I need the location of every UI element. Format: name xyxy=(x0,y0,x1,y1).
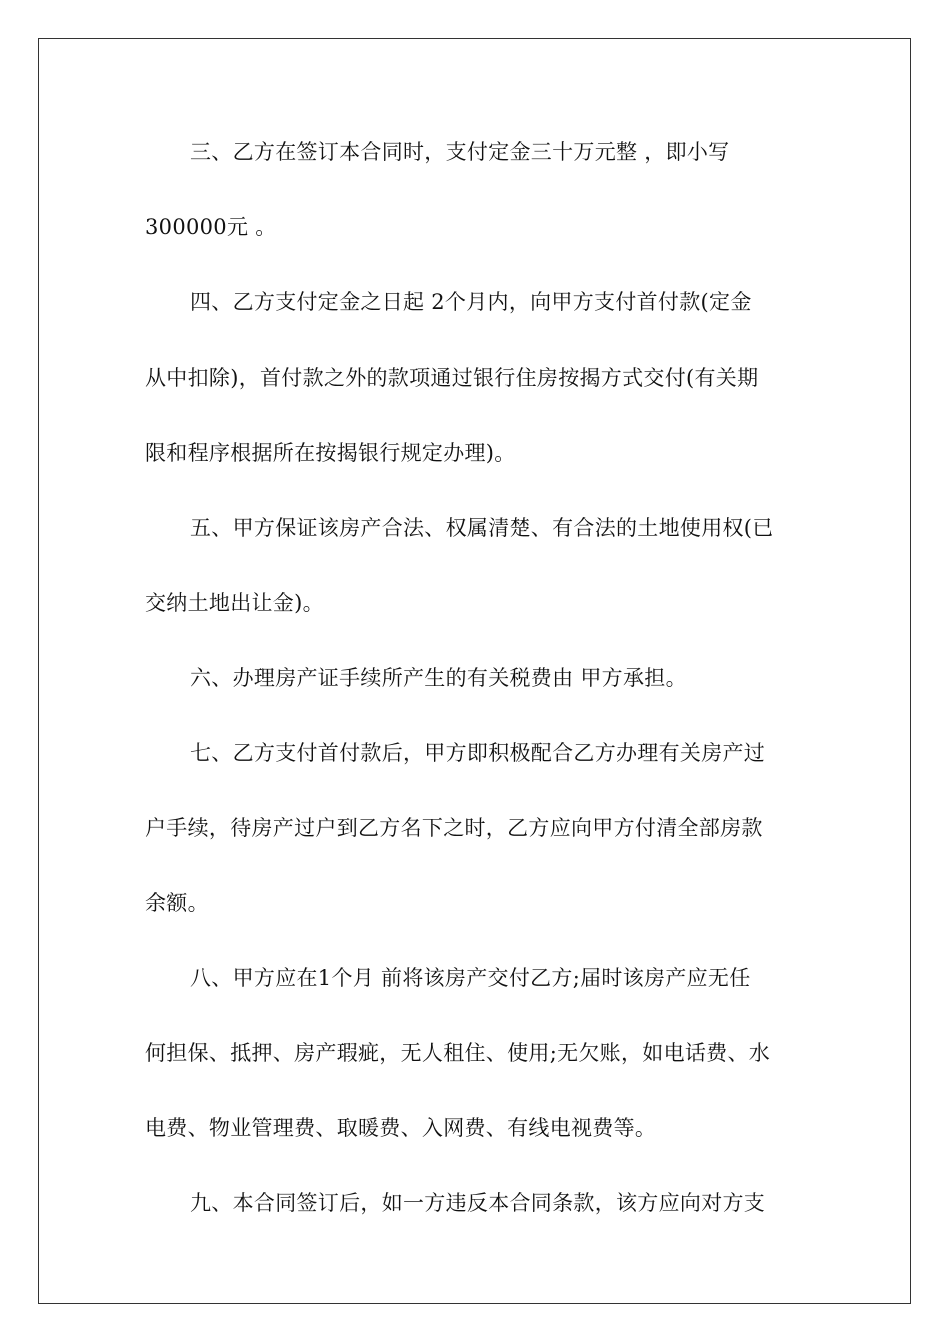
clause-4-line-1: 四、乙方支付定金之日起 2个月内，向甲方支付首付款(定金 xyxy=(190,290,752,314)
clause-8-line-2: 何担保、抵押、房产瑕疵，无人租住、使用;无欠账，如电话费、水 xyxy=(145,1041,771,1065)
clause-9-line-1: 九、本合同签订后，如一方违反本合同条款，该方应向对方支 xyxy=(190,1191,766,1215)
clause-4-line-2: 从中扣除)，首付款之外的款项通过银行住房按揭方式交付(有关期 xyxy=(145,366,759,390)
clause-7-line-1: 七、乙方支付首付款后，甲方即积极配合乙方办理有关房产过 xyxy=(190,741,766,765)
clause-7-line-2: 户手续，待房产过户到乙方名下之时，乙方应向甲方付清全部房款 xyxy=(145,816,763,840)
clause-6-line-1: 六、办理房产证手续所产生的有关税费由 甲方承担。 xyxy=(190,666,687,690)
clause-8-line-3: 电费、物业管理费、取暖费、入网费、有线电视费等。 xyxy=(145,1116,657,1140)
clause-5-line-2: 交纳土地出让金)。 xyxy=(145,591,324,615)
clause-4-line-3: 限和程序根据所在按揭银行规定办理)。 xyxy=(145,441,516,465)
clause-3-line-1: 三、乙方在签订本合同时，支付定金三十万元整 ，即小写 xyxy=(190,140,730,164)
clause-7-line-3: 余额。 xyxy=(145,891,209,915)
clause-5-line-1: 五、甲方保证该房产合法、权属清楚、有合法的土地使用权(已 xyxy=(190,516,774,540)
clause-8-line-1: 八、甲方应在1个月 前将该房产交付乙方;届时该房产应无任 xyxy=(190,966,751,990)
clause-3-line-2: 300000元 。 xyxy=(145,215,277,239)
